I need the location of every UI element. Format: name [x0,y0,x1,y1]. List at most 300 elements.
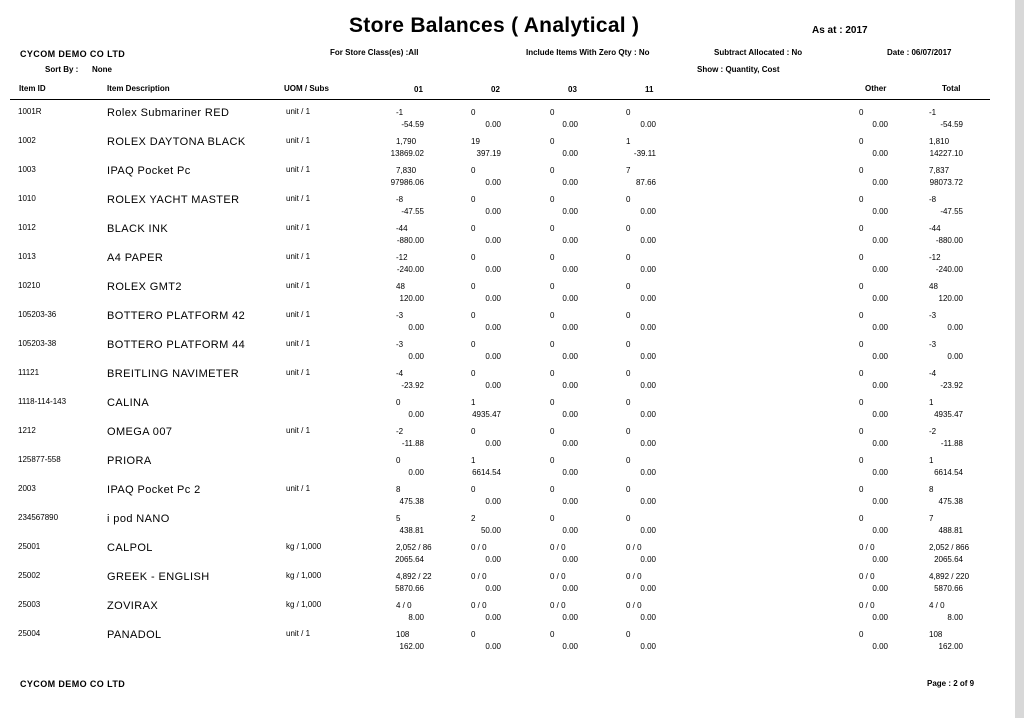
qty-03: 0 [550,311,555,320]
qty-total: 4 / 0 [929,601,945,610]
qty-02: 0 [471,485,476,494]
cost-total: 162.00 [938,642,963,651]
cost-02: 0.00 [485,381,501,390]
qty-01: 8 [396,485,401,494]
item-id: 25004 [18,629,41,638]
cost-01: 8.00 [408,613,424,622]
table-row [0,423,1015,452]
cost-other: 0.00 [872,178,888,187]
item-uom: unit / 1 [286,629,311,638]
item-description: ROLEX DAYTONA BLACK [107,136,246,148]
cost-total: 0.00 [947,352,963,361]
qty-total: 1 [929,456,934,465]
qty-total: 1,810 [929,137,950,146]
qty-11: 0 / 0 [626,601,642,610]
cost-02: 0.00 [485,584,501,593]
qty-total: -44 [929,224,941,233]
qty-total: 108 [929,630,943,639]
qty-01: -44 [396,224,408,233]
qty-other: 0 [859,514,864,523]
cost-other: 0.00 [872,236,888,245]
item-id: 10210 [18,281,41,290]
qty-other: 0 [859,166,864,175]
cost-total: 98073.72 [929,178,963,187]
cost-03: 0.00 [562,526,578,535]
cost-01: 475.38 [399,497,424,506]
subtract-allocated-filter: Subtract Allocated : No [714,48,803,57]
cost-total: 2065.64 [934,555,963,564]
item-uom: unit / 1 [286,484,311,493]
cost-other: 0.00 [872,526,888,535]
cost-total: 4935.47 [934,410,963,419]
cost-02: 50.00 [480,526,501,535]
qty-02: 0 [471,427,476,436]
cost-03: 0.00 [562,381,578,390]
cost-total: 6614.54 [934,468,963,477]
item-id: 105203-38 [18,339,57,348]
table-row [0,539,1015,568]
cost-total: -240.00 [935,265,963,274]
cost-02: 0.00 [485,120,501,129]
col-item-id: Item ID [19,84,46,93]
cost-other: 0.00 [872,265,888,274]
item-id: 1118-114-143 [18,397,67,406]
cost-03: 0.00 [562,265,578,274]
cost-03: 0.00 [562,323,578,332]
cost-11: 87.66 [635,178,656,187]
item-id: 1012 [18,223,36,232]
item-id: 1010 [18,194,36,203]
qty-03: 0 [550,630,555,639]
company-name: CYCOM DEMO CO LTD [20,49,126,59]
cost-01: -54.59 [401,120,424,129]
item-id: 105203-36 [18,310,57,319]
qty-other: 0 [859,195,864,204]
qty-11: 0 / 0 [626,572,642,581]
item-description: IPAQ Pocket Pc 2 [107,484,201,496]
as-at-label: As at : 2017 [812,25,868,36]
qty-02: 0 [471,630,476,639]
qty-03: 0 [550,456,555,465]
cost-03: 0.00 [562,236,578,245]
cost-other: 0.00 [872,207,888,216]
item-uom: unit / 1 [286,165,311,174]
qty-other: 0 [859,108,864,117]
qty-other: 0 [859,398,864,407]
page-edge-shadow [1015,0,1024,718]
qty-01: -1 [396,108,404,117]
item-id: 25001 [18,542,41,551]
sort-by-label: Sort By : [45,65,79,74]
qty-11: 0 [626,224,631,233]
cost-02: 0.00 [485,178,501,187]
item-description: ROLEX GMT2 [107,281,182,293]
cost-01: 120.00 [399,294,424,303]
cost-total: -23.92 [940,381,963,390]
qty-total: -3 [929,340,937,349]
qty-other: 0 [859,253,864,262]
col-other: Other [865,84,887,93]
qty-03: 0 / 0 [550,572,566,581]
cost-03: 0.00 [562,439,578,448]
item-uom: kg / 1,000 [286,571,322,580]
cost-03: 0.00 [562,613,578,622]
qty-02: 0 [471,166,476,175]
cost-other: 0.00 [872,352,888,361]
item-description: GREEK - ENGLISH [107,571,210,583]
qty-11: 0 [626,253,631,262]
cost-11: -39.11 [633,149,656,158]
qty-other: 0 [859,630,864,639]
cost-total: -54.59 [940,120,963,129]
col-item-description: Item Description [107,84,170,93]
cost-total: -47.55 [940,207,963,216]
cost-01: -880.00 [396,236,424,245]
table-row [0,104,1015,133]
cost-03: 0.00 [562,497,578,506]
cost-11: 0.00 [640,468,656,477]
cost-total: -11.88 [940,439,963,448]
table-row [0,568,1015,597]
qty-01: 5 [396,514,401,523]
qty-02: 0 / 0 [471,601,487,610]
col-total: Total [942,84,961,93]
col-03: 03 [568,85,577,94]
zero-qty-filter: Include Items With Zero Qty : No [526,48,650,57]
cost-02: 0.00 [485,497,501,506]
cost-other: 0.00 [872,642,888,651]
cost-11: 0.00 [640,294,656,303]
cost-01: 5870.66 [395,584,424,593]
item-uom: unit / 1 [286,194,311,203]
qty-02: 0 [471,311,476,320]
cost-03: 0.00 [562,410,578,419]
qty-02: 1 [471,456,476,465]
cost-02: 0.00 [485,555,501,564]
table-row [0,191,1015,220]
table-row [0,307,1015,336]
cost-01: 0.00 [408,352,424,361]
cost-02: 0.00 [485,352,501,361]
qty-03: 0 [550,166,555,175]
item-description: OMEGA 007 [107,426,173,438]
cost-11: 0.00 [640,352,656,361]
table-row [0,162,1015,191]
qty-total: -8 [929,195,937,204]
item-description: PRIORA [107,455,152,467]
qty-01: 7,830 [396,166,417,175]
cost-01: 438.81 [399,526,424,535]
cost-01: -23.92 [401,381,424,390]
cost-02: 4935.47 [472,410,501,419]
cost-01: 97986.06 [390,178,424,187]
item-id: 1001R [18,107,42,116]
qty-other: 0 [859,282,864,291]
qty-11: 0 [626,108,631,117]
table-row [0,365,1015,394]
item-uom: unit / 1 [286,136,311,145]
qty-02: 0 [471,224,476,233]
table-row [0,336,1015,365]
item-description: ROLEX YACHT MASTER [107,194,240,206]
item-id: 1013 [18,252,36,261]
qty-total: -1 [929,108,937,117]
table-row [0,597,1015,626]
cost-01: 0.00 [408,323,424,332]
qty-total: 1 [929,398,934,407]
cost-02: 0.00 [485,439,501,448]
cost-11: 0.00 [640,526,656,535]
cost-11: 0.00 [640,584,656,593]
qty-01: 108 [396,630,410,639]
report-date: Date : 06/07/2017 [887,48,952,57]
cost-total: -880.00 [935,236,963,245]
cost-total: 475.38 [938,497,963,506]
qty-02: 0 [471,369,476,378]
cost-02: 0.00 [485,323,501,332]
cost-11: 0.00 [640,555,656,564]
qty-total: 4,892 / 220 [929,572,970,581]
qty-01: -3 [396,311,404,320]
qty-total: 8 [929,485,934,494]
qty-01: 4,892 / 22 [396,572,432,581]
item-uom: kg / 1,000 [286,600,322,609]
cost-total: 8.00 [947,613,963,622]
cost-01: 13869.02 [390,149,424,158]
cost-other: 0.00 [872,555,888,564]
cost-11: 0.00 [640,381,656,390]
page-number: Page : 2 of 9 [927,679,975,688]
item-description: i pod NANO [107,513,170,525]
item-uom: unit / 1 [286,252,311,261]
item-description: PANADOL [107,629,162,641]
cost-02: 0.00 [485,265,501,274]
qty-01: 48 [396,282,405,291]
cost-01: 0.00 [408,468,424,477]
item-description: IPAQ Pocket Pc [107,165,191,177]
cost-03: 0.00 [562,584,578,593]
footer-company: CYCOM DEMO CO LTD [20,679,126,689]
cost-01: -11.88 [401,439,424,448]
cost-other: 0.00 [872,584,888,593]
qty-other: 0 / 0 [859,572,875,581]
qty-02: 0 / 0 [471,543,487,552]
cost-total: 14227.10 [929,149,963,158]
qty-11: 1 [626,137,631,146]
item-id: 25002 [18,571,41,580]
item-description: CALPOL [107,542,153,554]
qty-01: -3 [396,340,404,349]
cost-03: 0.00 [562,294,578,303]
qty-other: 0 [859,456,864,465]
qty-11: 0 [626,340,631,349]
qty-other: 0 [859,137,864,146]
cost-other: 0.00 [872,120,888,129]
cost-03: 0.00 [562,120,578,129]
col-uom-subs: UOM / Subs [284,84,329,93]
cost-11: 0.00 [640,236,656,245]
qty-other: 0 [859,340,864,349]
qty-01: -12 [396,253,408,262]
cost-other: 0.00 [872,323,888,332]
qty-02: 0 [471,195,476,204]
cost-01: 0.00 [408,410,424,419]
cost-11: 0.00 [640,323,656,332]
cost-03: 0.00 [562,468,578,477]
item-uom: unit / 1 [286,310,311,319]
cost-03: 0.00 [562,352,578,361]
item-uom: kg / 1,000 [286,542,322,551]
item-id: 1002 [18,136,36,145]
qty-01: 2,052 / 86 [396,543,432,552]
qty-03: 0 / 0 [550,601,566,610]
qty-11: 0 [626,398,631,407]
cost-01: 2065.64 [395,555,424,564]
cost-11: 0.00 [640,497,656,506]
qty-11: 0 [626,514,631,523]
qty-11: 0 [626,311,631,320]
cost-other: 0.00 [872,468,888,477]
cost-02: 0.00 [485,236,501,245]
cost-03: 0.00 [562,642,578,651]
qty-01: -8 [396,195,404,204]
cost-total: 488.81 [938,526,963,535]
qty-other: 0 [859,427,864,436]
qty-total: -4 [929,369,937,378]
qty-11: 0 [626,427,631,436]
qty-02: 2 [471,514,476,523]
item-uom: unit / 1 [286,426,311,435]
qty-03: 0 [550,485,555,494]
qty-11: 0 [626,630,631,639]
qty-01: -4 [396,369,404,378]
qty-total: -2 [929,427,937,436]
cost-02: 397.19 [476,149,501,158]
cost-other: 0.00 [872,439,888,448]
qty-02: 0 [471,340,476,349]
qty-02: 0 / 0 [471,572,487,581]
qty-03: 0 [550,282,555,291]
qty-total: 2,052 / 866 [929,543,970,552]
cost-02: 6614.54 [472,468,501,477]
qty-03: 0 [550,398,555,407]
table-row [0,510,1015,539]
qty-03: 0 [550,253,555,262]
store-class-filter: For Store Class(es) :All [330,48,419,57]
item-description: BOTTERO PLATFORM 44 [107,339,246,351]
report-title: Store Balances ( Analytical ) [349,14,640,37]
table-row [0,133,1015,162]
cost-other: 0.00 [872,410,888,419]
qty-total: 7 [929,514,934,523]
table-row [0,249,1015,278]
qty-02: 0 [471,282,476,291]
item-uom: unit / 1 [286,107,311,116]
item-description: ZOVIRAX [107,600,159,612]
header-rule [10,99,990,100]
item-description: Rolex Submariner RED [107,107,230,119]
cost-02: 0.00 [485,642,501,651]
cost-02: 0.00 [485,294,501,303]
item-description: BREITLING NAVIMETER [107,368,240,380]
qty-other: 0 / 0 [859,601,875,610]
cost-01: 162.00 [399,642,424,651]
item-uom: unit / 1 [286,368,311,377]
qty-01: 0 [396,456,401,465]
qty-02: 0 [471,253,476,262]
qty-03: 0 [550,195,555,204]
cost-11: 0.00 [640,207,656,216]
cost-11: 0.00 [640,439,656,448]
qty-02: 19 [471,137,480,146]
col-02: 02 [491,85,500,94]
qty-01: -2 [396,427,404,436]
item-id: 125877-558 [18,455,61,464]
qty-11: 7 [626,166,631,175]
qty-03: 0 [550,340,555,349]
qty-total: 7,837 [929,166,950,175]
col-01: 01 [414,85,423,94]
table-row [0,626,1015,655]
qty-03: 0 [550,427,555,436]
show-option: Show : Quantity, Cost [697,65,780,74]
qty-11: 0 [626,195,631,204]
item-id: 1212 [18,426,36,435]
qty-03: 0 [550,514,555,523]
qty-11: 0 [626,282,631,291]
qty-02: 1 [471,398,476,407]
item-id: 1003 [18,165,36,174]
cost-02: 0.00 [485,207,501,216]
cost-11: 0.00 [640,265,656,274]
qty-other: 0 [859,485,864,494]
qty-11: 0 [626,456,631,465]
qty-01: 0 [396,398,401,407]
qty-03: 0 [550,224,555,233]
item-uom: unit / 1 [286,339,311,348]
qty-01: 4 / 0 [396,601,412,610]
item-id: 234567890 [18,513,59,522]
sort-by-value: None [92,65,112,74]
qty-other: 0 [859,311,864,320]
qty-03: 0 / 0 [550,543,566,552]
cost-other: 0.00 [872,294,888,303]
qty-03: 0 [550,108,555,117]
item-description: CALINA [107,397,150,409]
cost-11: 0.00 [640,613,656,622]
qty-other: 0 [859,369,864,378]
cost-03: 0.00 [562,555,578,564]
cost-03: 0.00 [562,207,578,216]
item-id: 25003 [18,600,41,609]
qty-03: 0 [550,137,555,146]
cost-other: 0.00 [872,381,888,390]
cost-11: 0.00 [640,120,656,129]
qty-02: 0 [471,108,476,117]
table-row [0,481,1015,510]
cost-total: 0.00 [947,323,963,332]
item-description: A4 PAPER [107,252,164,264]
item-uom: unit / 1 [286,281,311,290]
cost-other: 0.00 [872,613,888,622]
cost-01: -47.55 [401,207,424,216]
item-description: BLACK INK [107,223,169,235]
cost-other: 0.00 [872,149,888,158]
cost-other: 0.00 [872,497,888,506]
cost-total: 120.00 [938,294,963,303]
item-id: 11121 [18,368,40,377]
table-row [0,220,1015,249]
